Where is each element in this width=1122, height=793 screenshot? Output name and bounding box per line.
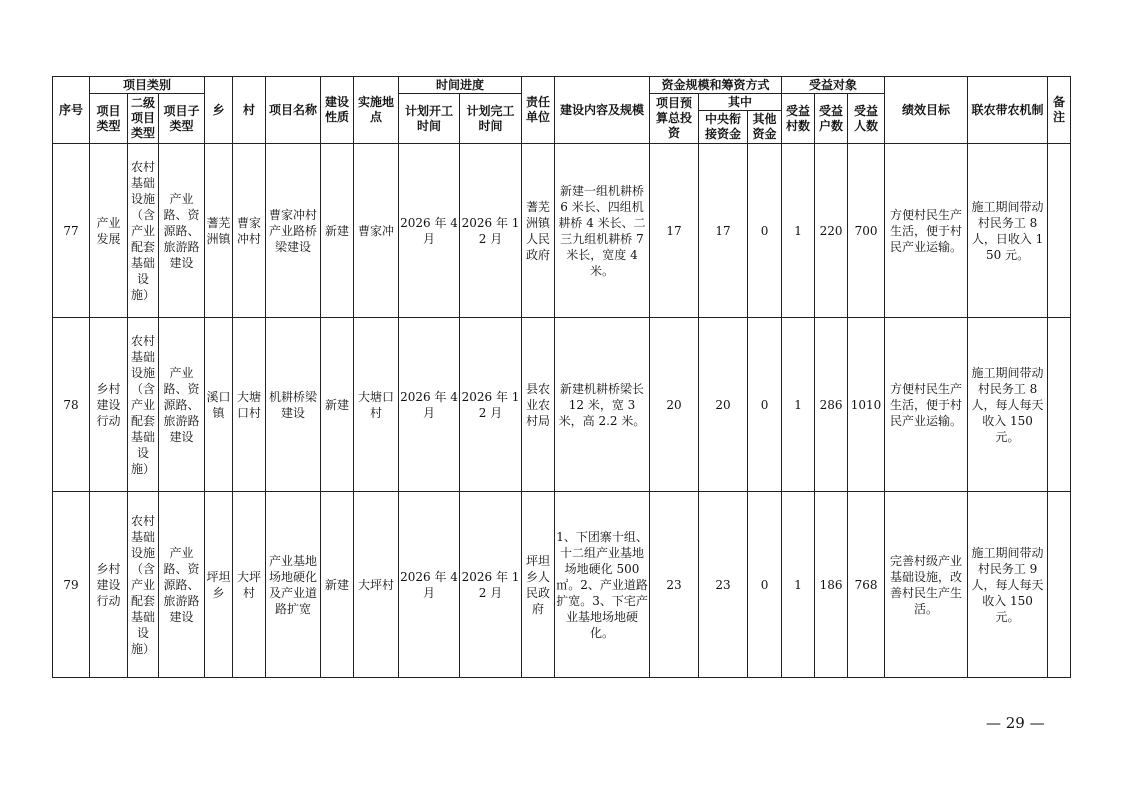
cell-subtype: 产业路、资源路、旅游路建设 <box>159 492 205 678</box>
cell-type: 乡村建设行动 <box>90 492 128 678</box>
cell-ben-households: 220 <box>815 144 848 318</box>
cell-content: 1、下团寨十组、十二组产业基地场地硬化 500 ㎡。2、产业道路扩宽。3、下宅产业基地场地硬化。 <box>555 492 650 678</box>
header-start: 计划开工时间 <box>399 94 460 144</box>
cell-subtype: 产业路、资源路、旅游路建设 <box>159 144 205 318</box>
header-village: 村 <box>233 77 266 144</box>
header-type: 项目类型 <box>90 94 128 144</box>
cell-village: 曹家冲村 <box>233 144 266 318</box>
cell-mechanism: 施工期间带动村民务工 8 人，每人每天收入 150 元。 <box>968 318 1048 492</box>
page-number: — 29 — <box>986 714 1045 732</box>
cell-goal: 方便村民生产生活，便于村民产业运输。 <box>885 144 968 318</box>
cell-end: 2026 年 12 月 <box>460 492 522 678</box>
project-table <box>52 76 1071 678</box>
cell-unit: 蓍芜洲镇人民政府 <box>522 144 555 318</box>
header-project-name: 项目名称 <box>266 77 321 144</box>
cell-start: 2026 年 4 月 <box>399 492 460 678</box>
header-category: 项目类别 <box>90 77 205 94</box>
cell-ben-people: 1010 <box>848 318 885 492</box>
cell-ben-households: 186 <box>815 492 848 678</box>
table-row <box>53 492 1071 678</box>
cell-budget: 20 <box>650 318 699 492</box>
cell-mechanism: 施工期间带动村民务工 8 人，日收入 150 元。 <box>968 144 1048 318</box>
header-remark: 备注 <box>1048 77 1071 144</box>
header-schedule: 时间进度 <box>399 77 522 94</box>
cell-seq: 77 <box>53 144 90 318</box>
cell-remark <box>1048 318 1071 492</box>
header-ben-villages: 受益村数 <box>782 94 815 144</box>
header-seq: 序号 <box>53 77 90 144</box>
cell-unit: 坪坦乡人民政府 <box>522 492 555 678</box>
cell-content: 新建机耕桥梁长 12 米，宽 3 米，高 2.2 米。 <box>555 318 650 492</box>
header-goal: 绩效目标 <box>885 77 968 144</box>
cell-start: 2026 年 4 月 <box>399 144 460 318</box>
cell-location: 曹家冲 <box>354 144 399 318</box>
cell-start: 2026 年 4 月 <box>399 318 460 492</box>
cell-end: 2026 年 12 月 <box>460 144 522 318</box>
cell-village: 大塘口村 <box>233 318 266 492</box>
cell-ben-villages: 1 <box>782 144 815 318</box>
header-mechanism: 联农带农机制 <box>968 77 1048 144</box>
table-row <box>53 144 1071 318</box>
header-beneficiary: 受益对象 <box>782 77 885 94</box>
header-of-which: 其中 <box>699 94 782 111</box>
header-subcategory: 二级项目类型 <box>128 94 159 144</box>
table-row <box>53 318 1071 492</box>
cell-seq: 79 <box>53 492 90 678</box>
header-town: 乡 <box>205 77 233 144</box>
cell-subtype: 产业路、资源路、旅游路建设 <box>159 318 205 492</box>
cell-project-name: 机耕桥梁建设 <box>266 318 321 492</box>
cell-type: 产业发展 <box>90 144 128 318</box>
cell-mechanism: 施工期间带动村民务工 9 人，每人每天收入 150 元。 <box>968 492 1048 678</box>
header-location: 实施地点 <box>354 77 399 144</box>
header-other-funds: 其他资金 <box>748 111 782 144</box>
cell-goal: 完善村级产业基础设施，改善村民生产生活。 <box>885 492 968 678</box>
cell-other-funds: 0 <box>748 318 782 492</box>
header-end: 计划完工时间 <box>460 94 522 144</box>
cell-project-name: 曹家冲村产业路桥梁建设 <box>266 144 321 318</box>
cell-seq: 78 <box>53 318 90 492</box>
cell-budget: 23 <box>650 492 699 678</box>
cell-ben-people: 768 <box>848 492 885 678</box>
cell-remark <box>1048 492 1071 678</box>
cell-remark <box>1048 144 1071 318</box>
cell-location: 大塘口村 <box>354 318 399 492</box>
cell-ben-villages: 1 <box>782 318 815 492</box>
header-content: 建设内容及规模 <box>555 77 650 144</box>
cell-project-name: 产业基地场地硬化及产业道路扩宽 <box>266 492 321 678</box>
cell-town: 溪口镇 <box>205 318 233 492</box>
header-funding: 资金规模和筹资方式 <box>650 77 782 94</box>
cell-subcategory: 农村基础设施（含产业配套基础设施） <box>128 318 159 492</box>
header-ben-people: 受益人数 <box>848 94 885 144</box>
cell-central-funds: 17 <box>699 144 748 318</box>
cell-subcategory: 农村基础设施（含产业配套基础设施） <box>128 144 159 318</box>
header-ben-households: 受益户数 <box>815 94 848 144</box>
cell-ben-people: 700 <box>848 144 885 318</box>
cell-nature: 新建 <box>321 144 354 318</box>
cell-subcategory: 农村基础设施（含产业配套基础设施） <box>128 492 159 678</box>
cell-other-funds: 0 <box>748 144 782 318</box>
cell-village: 大坪村 <box>233 492 266 678</box>
header-subtype: 项目子类型 <box>159 94 205 144</box>
cell-ben-households: 286 <box>815 318 848 492</box>
cell-type: 乡村建设行动 <box>90 318 128 492</box>
cell-unit: 县农业农村局 <box>522 318 555 492</box>
cell-nature: 新建 <box>321 492 354 678</box>
cell-end: 2026 年 12 月 <box>460 318 522 492</box>
header-unit: 责任单位 <box>522 77 555 144</box>
cell-town: 蓍芜洲镇 <box>205 144 233 318</box>
cell-town: 坪坦乡 <box>205 492 233 678</box>
cell-other-funds: 0 <box>748 492 782 678</box>
header-nature: 建设性质 <box>321 77 354 144</box>
cell-goal: 方便村民生产生活，便于村民产业运输。 <box>885 318 968 492</box>
cell-budget: 17 <box>650 144 699 318</box>
cell-central-funds: 20 <box>699 318 748 492</box>
cell-central-funds: 23 <box>699 492 748 678</box>
cell-ben-villages: 1 <box>782 492 815 678</box>
cell-location: 大坪村 <box>354 492 399 678</box>
header-central-funds: 中央衔接资金 <box>699 111 748 144</box>
cell-content: 新建一组机耕桥 6 米长、四组机耕桥 4 米长、二三九组机耕桥 7 米长，宽度 4 米。 <box>555 144 650 318</box>
cell-nature: 新建 <box>321 318 354 492</box>
header-budget: 项目预算总投资 <box>650 94 699 144</box>
